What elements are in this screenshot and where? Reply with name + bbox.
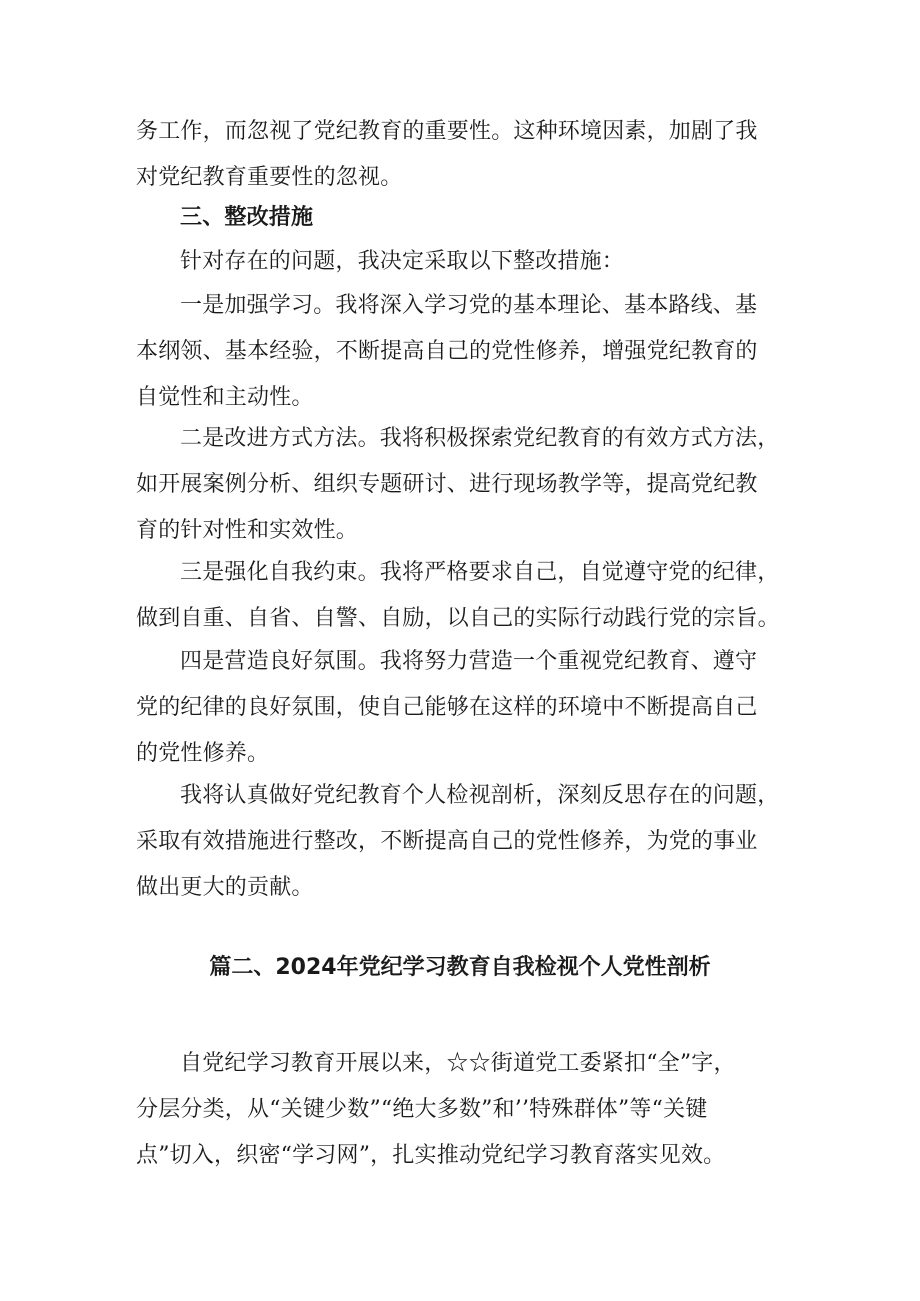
measure-4-paragraph [136, 650, 788, 766]
text-line: 四是营造良好氛围。我将努力营造一个重视党纪教育、遵守 [180, 649, 758, 674]
text-line: 对党纪教育重要性的忽视。 [136, 165, 403, 190]
text-line: 采取有效措施进行整改，不断提高自己的党性修养，为党的事业 [136, 829, 758, 854]
measure-2-paragraph [136, 427, 788, 543]
part-title: 篇二、2024年党纪学习教育自我检视个人党性剖析 [209, 955, 711, 980]
part2-paragraph [136, 1052, 788, 1168]
text-line: 自觉性和主动性。 [136, 385, 314, 410]
text-line: 点”切入，织密“学习网”，扎实推动党纪学习教育落实见效。 [136, 1143, 726, 1168]
measure-1-paragraph [136, 294, 788, 410]
text-line: 分层分类，从“关键少数”“绝大多数”和’’特殊群体”等“关键 [136, 1097, 708, 1122]
intro-paragraph [136, 250, 788, 274]
text-line: 三是强化自我约束。我将严格要求自己，自觉遵守党的纪律， [180, 560, 780, 585]
text-line: 针对存在的问题，我决定采取以下整改措施： [180, 249, 625, 274]
measure-3-paragraph [136, 561, 788, 631]
text-line: 本纲领、基本经验，不断提高自己的党性修养，增强党纪教育的 [136, 339, 758, 364]
text-line: 自党纪学习教育开展以来，☆☆街道党工委紧扣“全”字， [180, 1051, 736, 1076]
text-line: 一是加强学习。我将深入学习党的基本理论、基本路线、基 [180, 293, 758, 318]
closing-paragraph [136, 784, 788, 900]
text-line: 二是改进方式方法。我将积极探索党纪教育的有效方式方法， [180, 426, 780, 451]
section-heading-text: 三、整改措施 [180, 205, 314, 230]
text-line: 党的纪律的良好氛围，使自己能够在这样的环境中不断提高自己 [136, 695, 758, 720]
text-line: 我将认真做好党纪教育个人检视剖析，深刻反思存在的问题， [180, 783, 780, 808]
text-line: 的党性修养。 [136, 741, 270, 766]
text-line: 务工作，而忽视了党纪教育的重要性。这种环境因素，加剧了我 [136, 119, 758, 144]
text-line: 做出更大的贡献。 [136, 875, 314, 900]
text-line: 育的针对性和实效性。 [136, 518, 359, 543]
text-line: 做到自重、自省、自警、自励，以自己的实际行动践行党的宗旨。 [136, 606, 780, 631]
text-line: 如开展案例分析、组织专题研讨、进行现场教学等，提高党纪教 [136, 472, 758, 497]
continuation-paragraph [136, 120, 788, 190]
section-heading [136, 206, 788, 230]
